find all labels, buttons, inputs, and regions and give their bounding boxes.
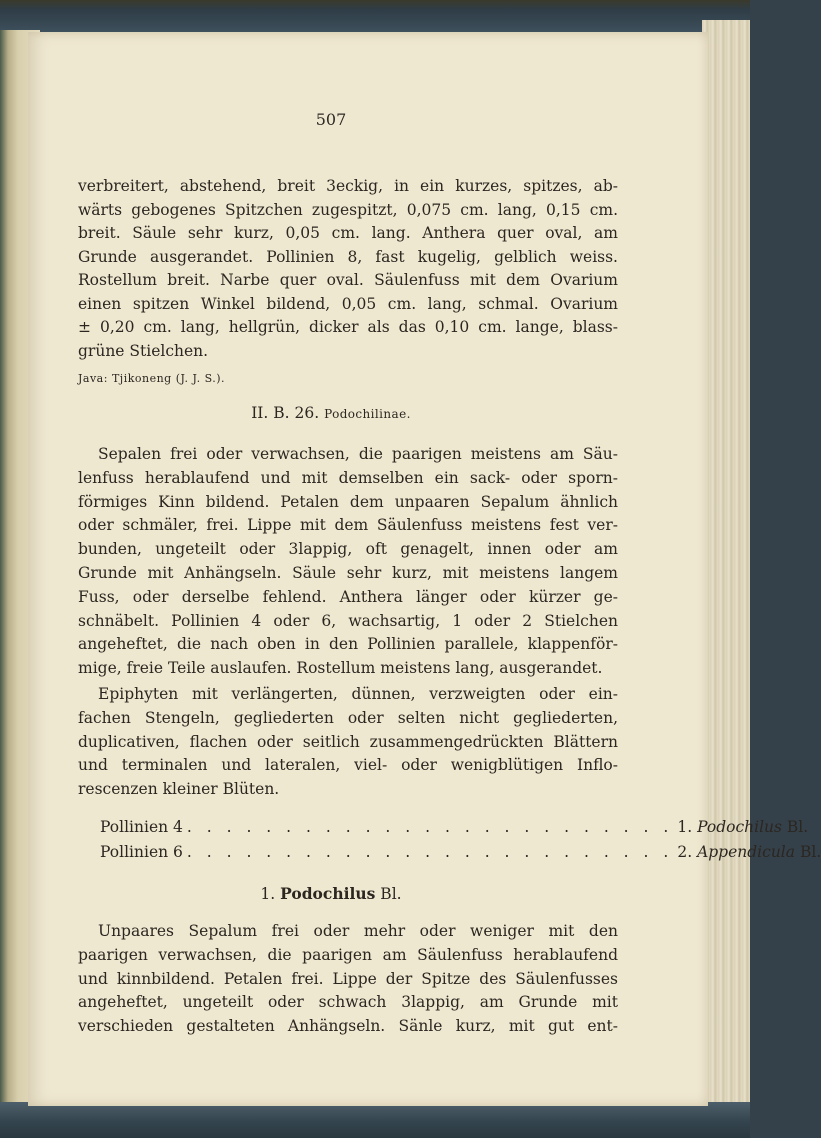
- paragraph-habit: [78, 683, 618, 802]
- key-dots: . . . . . . . . . . . . . . . . . . . . . . . . .: [186, 818, 674, 836]
- text-line: grüne Stielchen.: [78, 341, 209, 360]
- paragraph-genus-description: [78, 920, 618, 1039]
- key-row: [100, 815, 809, 840]
- key-genus: Podochilus: [697, 818, 782, 836]
- locality-citation: Java: Tjikoneng (J. J. S.).: [78, 372, 226, 385]
- text-line: einen spitzen Winkel bildend, 0,05 cm. lang, schmal. Ovarium: [78, 294, 618, 313]
- text-line: lenfuss herablaufend und mit demselben ein sack- oder sporn-: [78, 468, 618, 487]
- key-lead: Pollinien 6: [100, 843, 183, 861]
- text-line: förmiges Kinn bildend. Petalen dem unpaaren Sepalum ähnlich: [78, 492, 618, 511]
- key-number: 1.: [677, 818, 693, 836]
- text-line: und terminalen und lateralen, viel- oder wenigblütigen Inflo-: [78, 756, 618, 775]
- genus-number: 1.: [260, 885, 281, 903]
- genus-name: Podochilus: [280, 884, 376, 903]
- text-line: Unpaares Sepalum frei oder mehr oder weniger mit den: [98, 922, 618, 940]
- text-line: rescenzen kleiner Blüten.: [78, 780, 280, 799]
- page-number: 507: [315, 110, 347, 129]
- text-line: schnäbelt. Pollinien 4 oder 6, wachsartig, 1 oder 2 Stielchen: [78, 611, 618, 630]
- text-line: Epiphyten mit verlängerten, dünnen, verzweigten oder ein-: [98, 685, 618, 703]
- text-line: fachen Stengeln, gegliederten oder selten nicht gegliederten,: [78, 708, 618, 727]
- text-line: Grunde ausgerandet. Pollinien 8, fast kugelig, gelblich weiss.: [78, 247, 618, 266]
- text-line: Grunde mit Anhängseln. Säule sehr kurz, mit meistens langem: [78, 563, 618, 582]
- text-line: angeheftet, ungeteilt oder schwach 3lappig, am Grunde mit: [78, 993, 618, 1012]
- text-line: bunden, ungeteilt oder 3lappig, oft genagelt, innen oder am: [78, 540, 618, 559]
- text-line: angeheftet, die nach oben in den Pollinien parallele, klappenför-: [78, 635, 618, 654]
- text-line: verbreitert, abstehend, breit 3eckig, in ein kurzes, spitzes, ab-: [78, 177, 618, 195]
- key-genus: Appendicula: [697, 843, 795, 861]
- paragraph-description: [78, 175, 618, 363]
- key-lead: Pollinien 4: [100, 818, 183, 836]
- text-line: Rostellum breit. Narbe quer oval. Säulenfuss mit dem Ovarium: [78, 271, 618, 289]
- book-page: [28, 32, 821, 1106]
- key-author: Bl.: [799, 843, 821, 861]
- text-line: wärts gebogenes Spitzchen zugespitzt, 0,075 cm. lang, 0,15 cm.: [78, 200, 618, 219]
- section-number: II. B. 26.: [251, 404, 325, 422]
- text-line: paarigen verwachsen, die paarigen am Säulenfuss herablaufend: [78, 945, 618, 964]
- section-heading: [28, 404, 634, 422]
- text-line: duplicativen, flachen oder seitlich zusammengedrückten Blättern: [78, 732, 618, 751]
- key-author: Bl.: [786, 818, 809, 836]
- text-line: oder schmäler, frei. Lippe mit dem Säulenfuss meistens fest ver-: [78, 516, 618, 535]
- paragraph-subtribe-description: [78, 443, 618, 681]
- genus-author: Bl.: [375, 885, 402, 903]
- section-name: Podochilinae.: [324, 407, 411, 421]
- text-line: und kinnbildend. Petalen frei. Lippe der Spitze des Säulenfusses: [78, 969, 618, 988]
- text-line: breit. Säule sehr kurz, 0,05 cm. lang. Anthera quer oval, am: [78, 224, 618, 242]
- text-line: mige, freie Teile auslaufen. Rostellum meistens lang, ausgerandet.: [78, 659, 603, 678]
- text-line: ± 0,20 cm. lang, hellgrün, dicker als das 0,10 cm. lange, blass-: [78, 318, 618, 336]
- text-line: Fuss, oder derselbe fehlend. Anthera länger oder kürzer ge-: [78, 587, 618, 606]
- key-dots: . . . . . . . . . . . . . . . . . . . . . . . . .: [186, 843, 674, 861]
- page-edges: [702, 20, 750, 1120]
- genus-heading: [28, 884, 634, 903]
- key-number: 2.: [677, 843, 693, 861]
- book-cover-bottom: [0, 1102, 750, 1138]
- genus-key: [100, 815, 821, 865]
- key-row: [100, 840, 821, 865]
- text-line: verschieden gestalteten Anhängseln. Sänle kurz, mit gut ent-: [78, 1017, 618, 1036]
- text-line: Sepalen frei oder verwachsen, die paarigen meistens am Säu-: [98, 445, 618, 463]
